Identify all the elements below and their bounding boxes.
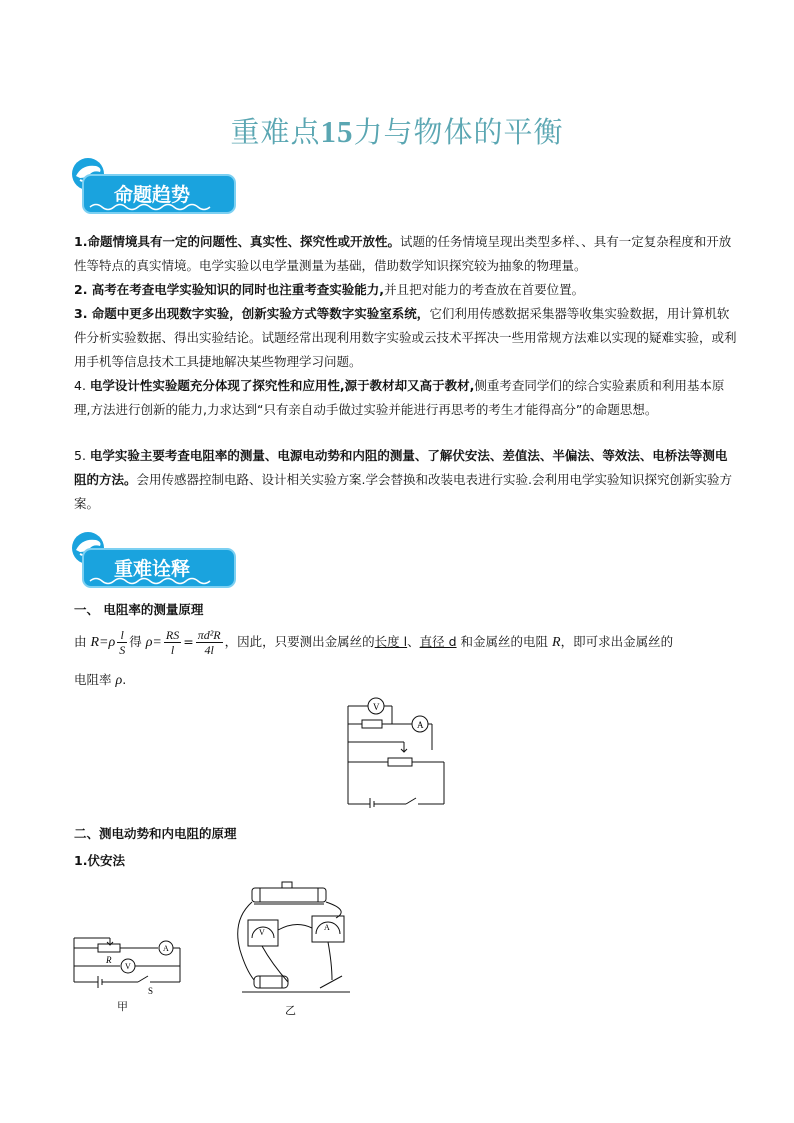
frac-top: RS	[165, 628, 180, 642]
formula-diameter: 直径 d	[419, 634, 457, 649]
title-suffix: 力与物体的平衡	[353, 115, 564, 149]
heading-resistivity: 一、 电阻率的测量原理	[74, 602, 204, 617]
voltmeter-label: V	[125, 962, 131, 971]
heading-emf: 二、测电动势和内电阻的原理	[74, 826, 237, 841]
voltmeter-label: V	[259, 928, 265, 937]
trend-item-2-text: 并且把对能力的考查放在首要位置。	[384, 282, 585, 297]
ammeter-label: A	[417, 720, 424, 730]
caption-jia: 甲	[117, 1000, 128, 1013]
formula-r: R=ρ	[90, 635, 116, 650]
trend-item-5-bold: 电学实验主要考查电阻率的测量、电源电动势和内阻的测量、了解伏安法、差值法、半偏法、等效法、电桥法等测电阻的方法。	[74, 448, 728, 487]
formula-r-var: R	[552, 635, 561, 650]
trend-item-1-text: 试题的任务情境呈现出类型多样、、具有一定复杂程度和开放性等特点的真实情境。电学实验以电学量测量为基础，借助数学知识探究较为抽象的物理量。	[74, 234, 732, 273]
banner-label: 命题趋势	[114, 184, 191, 206]
trend-item-4-text: 侧重考查同学们的综合实验素质和利用基本原理,方法进行创新的能力,力求达到“只有亲自动手做过实验并能进行再思考的考生才能得高分”的命题思想。	[74, 378, 725, 417]
apparatus-yi-illustration	[232, 880, 362, 1000]
frac-bot: 4l	[204, 643, 214, 657]
formula-text: 由	[74, 634, 91, 649]
formula-rho-var: ρ	[115, 673, 123, 688]
circuit-jia-diagram	[68, 932, 188, 996]
formula-rho: ρ=	[145, 635, 162, 650]
ammeter-label: A	[163, 944, 169, 953]
formula-text: 和金属丝的电阻	[456, 634, 552, 649]
trend-item-3-text: 它们利用传感数据采集器等收集实验数据，用计算机软件分析实验数据、得出实验结论。试题经常出现利用数字实验或云技术平挥决一些用常规方法难以实现的疑难实验，或利用手机等信息技术工具捷地解决某些物理学习问题。	[74, 306, 737, 369]
voltmeter-label: V	[373, 702, 380, 712]
title-number: 15	[320, 114, 354, 149]
banner-label: 重难诠释	[114, 558, 191, 580]
formula-text: 、	[407, 634, 420, 649]
formula-text: 得	[129, 634, 146, 649]
page-title	[0, 110, 794, 151]
formula-text: ，即可求出金属丝的	[560, 634, 674, 649]
trend-item-4	[74, 374, 739, 422]
frac-bot: S	[119, 643, 126, 657]
trend-item-2-bold: 2. 高考在考查电学实验知识的同时也注重考查实验能力,	[74, 282, 385, 297]
frac-top: πd²R	[197, 628, 221, 642]
section-banner-trend	[68, 160, 236, 216]
wave-decoration	[84, 201, 234, 213]
trend-item-4-bold: 电学设计性实验题充分体现了探究性和应用性,源于教材却又高于教材,	[89, 378, 475, 393]
fraction-l-over-s	[117, 628, 127, 657]
trend-item-5	[74, 444, 739, 516]
title-prefix: 重难点	[230, 115, 321, 149]
formula-text: ，因此，只要测出金属丝的	[224, 634, 375, 649]
frac-bot: l	[170, 643, 175, 657]
trend-item-3-bold: 3. 命题中更多出现数字实验，创新实验方式等数字实验室系统，	[74, 306, 430, 321]
trend-item-3	[74, 302, 739, 374]
resistivity-line2	[74, 668, 739, 693]
formula-text: 电阻率	[74, 672, 116, 687]
formula-eq: =	[183, 634, 194, 649]
trend-item-5-num: 5.	[74, 448, 90, 463]
resistivity-circuit-diagram	[340, 692, 450, 808]
trend-item-2	[74, 278, 739, 302]
fraction-rs-over-l	[164, 628, 181, 657]
frac-top: l	[117, 628, 127, 643]
trend-item-1	[74, 230, 739, 278]
trend-item-1-bold: 1.命题情境具有一定的问题性、真实性、探究性或开放性。	[74, 234, 400, 249]
formula-length: 长度 l	[374, 634, 408, 649]
resistor-label: R	[106, 955, 112, 965]
formula-dot: .	[122, 672, 127, 687]
section-banner-key	[68, 534, 236, 590]
wave-decoration	[84, 575, 234, 587]
fraction-pid2r-over-4l	[196, 628, 223, 657]
trend-item-4-num: 4.	[74, 378, 90, 393]
ammeter-label: A	[324, 923, 330, 932]
resistivity-formula	[74, 628, 754, 664]
trend-item-5-text: 会用传感器控制电路、设计相关实验方案.学会替换和改装电表进行实验.会利用电学实验知识探究创新实验方案。	[74, 472, 732, 511]
heading-voltammetry: 1.伏安法	[74, 853, 125, 868]
caption-yi: 乙	[285, 1004, 296, 1017]
switch-label: S	[148, 986, 154, 996]
